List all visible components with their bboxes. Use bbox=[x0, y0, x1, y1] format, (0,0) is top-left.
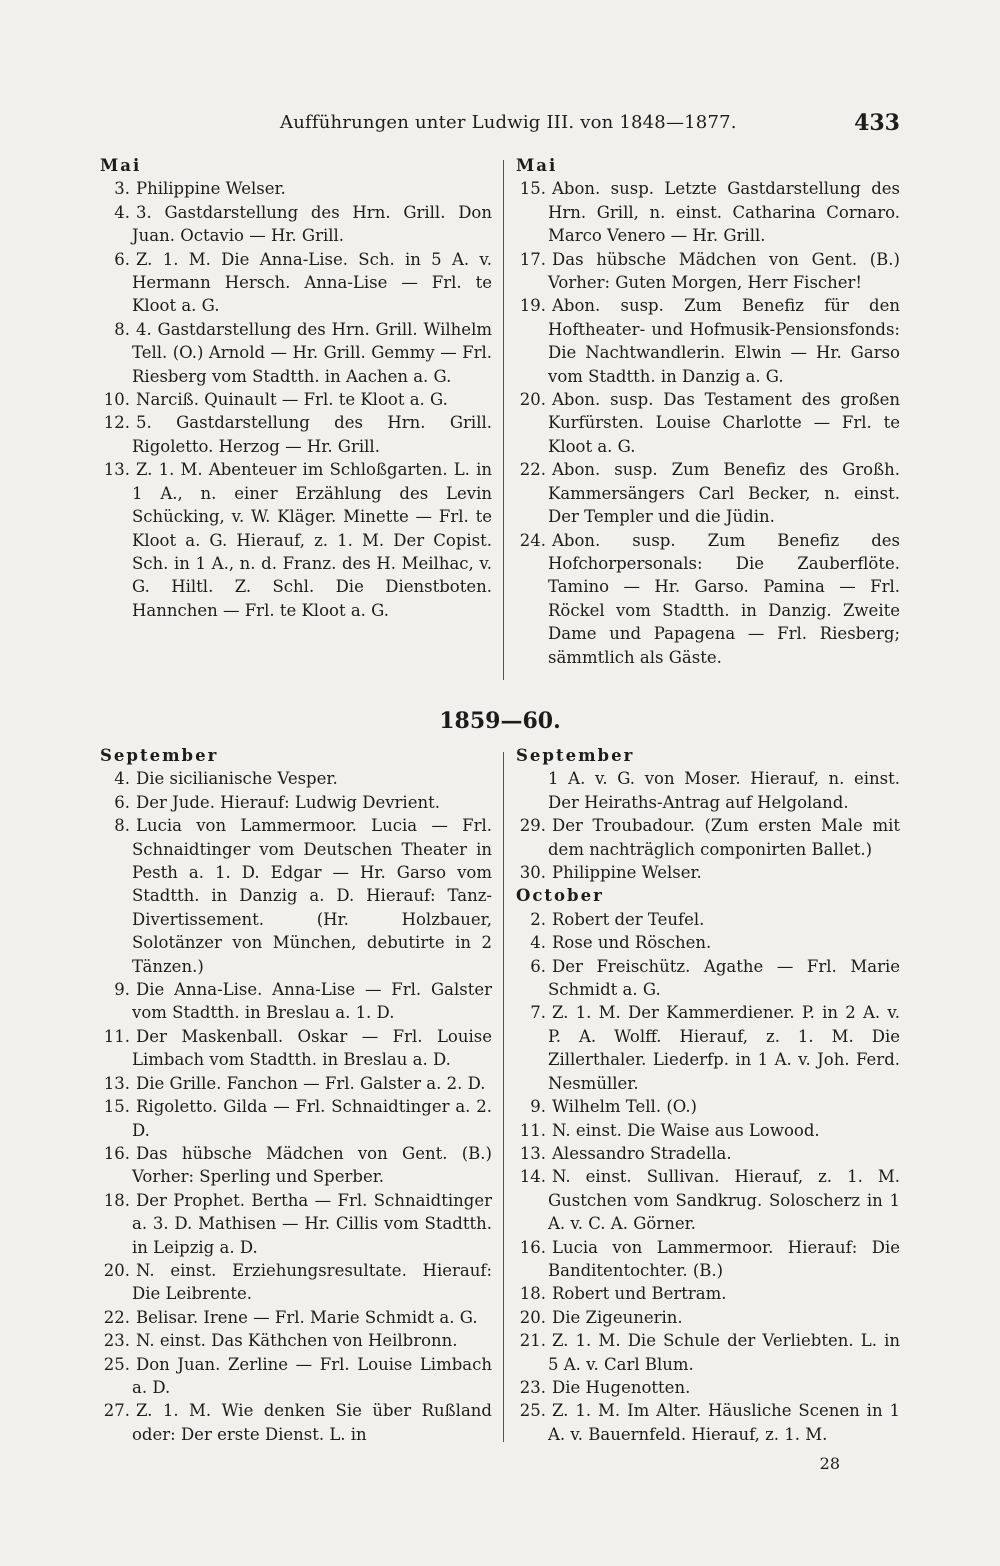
entry-text: Die Anna-Lise. Anna-Lise — Frl. Galster vom Stadtth. in Breslau a. 1. D. bbox=[132, 980, 492, 1023]
entry-day: 27. bbox=[103, 1401, 130, 1421]
entry-text: Die sicilianische Vesper. bbox=[136, 769, 338, 789]
list-item bbox=[100, 1399, 492, 1446]
entry-text: Abon. susp. Zum Benefiz des Großh. Kammersängers Carl Becker, n. einst. Der Templer und die Jüdin. bbox=[548, 460, 900, 527]
entry-text: N. einst. Die Waise aus Lowood. bbox=[552, 1120, 820, 1140]
list-item bbox=[100, 411, 492, 458]
list-item bbox=[100, 1329, 492, 1352]
entry-text: Z. 1. M. Im Alter. Häusliche Scenen in 1 A. v. Bauernfeld. Hierauf, z. 1. M. bbox=[548, 1401, 900, 1444]
entry-text: Z. 1. M. Der Kammerdiener. P. in 2 A. v. P. A. Wolff. Hierauf, z. 1. M. Die Zillerthaler. Liederfp. in 1 A. v. Joh. Ferd. Nesmüller. bbox=[548, 1003, 900, 1093]
entry-day: 9. bbox=[114, 980, 130, 1000]
entry-day: 21. bbox=[519, 1331, 546, 1351]
entry-text: Don Juan. Zerline — Frl. Louise Limbach a. D. bbox=[132, 1354, 492, 1397]
list-item bbox=[516, 1165, 900, 1235]
list-item bbox=[100, 1025, 492, 1072]
column-divider-bottom bbox=[503, 752, 504, 1442]
list-item bbox=[516, 1236, 900, 1283]
entry-day: 7. bbox=[530, 1003, 546, 1023]
list-item bbox=[516, 1399, 900, 1446]
list-item bbox=[100, 1142, 492, 1189]
list-item bbox=[516, 388, 900, 458]
list-item bbox=[516, 1329, 900, 1376]
entry-text: Der Freischütz. Agathe — Frl. Marie Schmidt a. G. bbox=[548, 956, 900, 1000]
entry-text: 4. Gastdarstellung des Hrn. Grill. Wilhelm Tell. (O.) Arnold — Hr. Grill. Gemmy — Frl. Riesberg vom Stadtth. in Aachen a. G. bbox=[132, 319, 492, 386]
list-item bbox=[100, 177, 492, 200]
entry-day: 18. bbox=[103, 1190, 130, 1210]
list-item bbox=[516, 1282, 900, 1305]
list-item bbox=[516, 1306, 900, 1329]
entry-text: Lucia von Lammermoor. Hierauf: Die Banditentochter. (B.) bbox=[548, 1237, 900, 1280]
list-item bbox=[100, 458, 492, 622]
list-item bbox=[100, 1353, 492, 1400]
bottom-right-column bbox=[516, 744, 900, 1446]
entry-day: 25. bbox=[103, 1354, 130, 1374]
entry-day: 19. bbox=[519, 296, 546, 316]
list-item bbox=[516, 814, 900, 861]
entry-day: 12. bbox=[103, 413, 130, 433]
list-item bbox=[516, 1142, 900, 1165]
month-heading: October bbox=[516, 886, 604, 906]
entry-text: Rose und Röschen. bbox=[552, 933, 712, 953]
entry-day: 15. bbox=[519, 179, 546, 199]
entry-text: Abon. susp. Das Testament des großen Kurfürsten. Louise Charlotte — Frl. te Kloot a. G. bbox=[548, 390, 900, 456]
entry-text: Z. 1. M. Die Schule der Verliebten. L. in 5 A. v. Carl Blum. bbox=[548, 1331, 900, 1374]
entry-text: Z. 1. M. Abenteuer im Schloßgarten. L. in 1 A., n. einer Erzählung des Levin Schücking, v. W. Kläger. Minette — Frl. te Kloot a. G. Hierauf, z. 1. M. Der Copist. Sch. in 1 A., n. d. Franz. des H. Meilhac, v. G. Hiltl. Z. Schl. Die Dienstboten. Hannchen — Frl. te Kloot a. G. bbox=[132, 460, 492, 620]
entry-day: 8. bbox=[114, 816, 130, 836]
entry-text: N. einst. Sullivan. Hierauf, z. 1. M. Gustchen vom Sandkrug. Soloscherz in 1 A. v. C. A. Görner. bbox=[548, 1167, 900, 1234]
list-item bbox=[516, 861, 900, 884]
entry-day: 20. bbox=[103, 1260, 130, 1280]
entry-day: 13. bbox=[519, 1143, 546, 1163]
entry-text: Der Prophet. Bertha — Frl. Schnaidtinger a. 3. D. Mathisen — Hr. Cillis vom Stadtth. in Leipzig a. D. bbox=[132, 1190, 492, 1257]
month-heading: Mai bbox=[516, 156, 558, 175]
entry-text: Der Maskenball. Oskar — Frl. Louise Limbach vom Stadtth. in Breslau a. D. bbox=[132, 1026, 492, 1070]
entry-text: Lucia von Lammermoor. Lucia — Frl. Schnaidtinger vom Deutschen Theater in Pesth a. 1. D. Edgar — Hr. Garso vom Stadtth. in Danzig a. D. Hierauf: Tanz-Divertissement. (Hr. Holzbauer, Solotänzer von München, debutirte in 2 Tänzen.) bbox=[132, 816, 492, 976]
entry-day: 16. bbox=[103, 1143, 130, 1163]
entry-text: Alessandro Stradella. bbox=[552, 1143, 732, 1163]
entry-day: 20. bbox=[519, 390, 546, 410]
entry-day: 9. bbox=[530, 1097, 546, 1117]
list-item bbox=[516, 1376, 900, 1399]
entry-day: 18. bbox=[519, 1284, 546, 1304]
entry-day: 13. bbox=[103, 460, 130, 480]
entry-day: 23. bbox=[519, 1377, 546, 1397]
list-item bbox=[100, 1189, 492, 1259]
list-item bbox=[516, 177, 900, 247]
list-item bbox=[516, 931, 900, 954]
entry-day: 6. bbox=[114, 249, 130, 269]
entry-day: 13. bbox=[103, 1073, 130, 1093]
entry-day: 20. bbox=[519, 1307, 546, 1327]
entry-text: Abon. susp. Zum Benefiz für den Hoftheater- und Hofmusik-Pensionsfonds: Die Nachtwandlerin. Elwin — Hr. Garso vom Stadtth. in Danzig a. G. bbox=[548, 296, 900, 386]
entry-day: 23. bbox=[103, 1331, 130, 1351]
entry-day: 4. bbox=[530, 933, 546, 953]
entry-text: Z. 1. M. Die Anna-Lise. Sch. in 5 A. v. Hermann Hersch. Anna-Lise — Frl. te Kloot a. G. bbox=[132, 249, 492, 316]
entry-list bbox=[100, 767, 492, 1446]
entry-text: Das hübsche Mädchen von Gent. (B.) Vorher: Guten Morgen, Herr Fischer! bbox=[548, 249, 900, 293]
entry-day: 11. bbox=[103, 1026, 130, 1046]
entry-text: Philippine Welser. bbox=[136, 179, 286, 199]
list-item bbox=[100, 767, 492, 790]
list-item bbox=[516, 955, 900, 1002]
continuation-text: 1 A. v. G. von Moser. Hierauf, n. einst. Der Heiraths-Antrag auf Helgoland. bbox=[548, 769, 900, 812]
entry-text: Abon. susp. Letzte Gastdarstellung des Hrn. Grill, n. einst. Catharina Cornaro. Marco Venero — Hr. Grill. bbox=[548, 179, 900, 246]
month-heading: Mai bbox=[100, 156, 142, 175]
bottom-left-column bbox=[100, 744, 492, 1446]
entry-day: 14. bbox=[519, 1167, 546, 1187]
entry-text: Robert der Teufel. bbox=[552, 909, 705, 929]
entry-day: 17. bbox=[519, 249, 546, 269]
entry-day: 24. bbox=[519, 530, 546, 550]
entry-text: Z. 1. M. Wie denken Sie über Rußland oder: Der erste Dienst. L. in bbox=[132, 1401, 492, 1444]
running-title: Aufführungen unter Ludwig III. von 1848—1877. bbox=[280, 112, 737, 133]
entry-text: N. einst. Erziehungsresultate. Hierauf: Die Leibrente. bbox=[132, 1260, 492, 1304]
top-right-column bbox=[516, 154, 900, 669]
list-item bbox=[516, 458, 900, 528]
entry-day: 22. bbox=[519, 460, 546, 480]
entry-day: 8. bbox=[114, 319, 130, 339]
entry-text: Das hübsche Mädchen von Gent. (B.) Vorher: Sperling und Sperber. bbox=[132, 1143, 492, 1187]
entry-list bbox=[516, 177, 900, 669]
list-item bbox=[100, 814, 492, 978]
entry-list bbox=[516, 908, 900, 1446]
list-item bbox=[516, 248, 900, 295]
entry-day: 6. bbox=[114, 792, 130, 812]
list-item bbox=[516, 1001, 900, 1095]
entry-day: 16. bbox=[519, 1237, 546, 1257]
entry-day: 25. bbox=[519, 1401, 546, 1421]
entry-text: Die Hugenotten. bbox=[552, 1377, 691, 1397]
list-item bbox=[516, 908, 900, 931]
entry-day: 4. bbox=[114, 769, 130, 789]
list-item bbox=[100, 201, 492, 248]
entry-text: 5. Gastdarstellung des Hrn. Grill. Rigoletto. Herzog — Hr. Grill. bbox=[132, 413, 492, 456]
entry-day: 22. bbox=[103, 1307, 130, 1327]
entry-day: 3. bbox=[114, 179, 130, 199]
entry-text: Philippine Welser. bbox=[552, 863, 702, 883]
entry-list bbox=[516, 814, 900, 884]
entry-text: Narciß. Quinault — Frl. te Kloot a. G. bbox=[136, 390, 448, 410]
top-left-column bbox=[100, 154, 492, 622]
entry-text: 3. Gastdarstellung des Hrn. Grill. Don Juan. Octavio — Hr. Grill. bbox=[132, 202, 492, 246]
entry-day: 30. bbox=[519, 863, 546, 883]
list-item bbox=[516, 529, 900, 669]
entry-day: 15. bbox=[103, 1097, 130, 1117]
list-item bbox=[100, 978, 492, 1025]
entry-text: Der Jude. Hierauf: Ludwig Devrient. bbox=[136, 792, 440, 812]
list-item bbox=[100, 318, 492, 388]
entry-day: 10. bbox=[103, 390, 130, 410]
list-item bbox=[100, 1072, 492, 1095]
signature-mark: 28 bbox=[819, 1454, 840, 1473]
list-item bbox=[100, 1306, 492, 1329]
entry-text: Die Zigeunerin. bbox=[552, 1307, 683, 1327]
list-item bbox=[516, 1119, 900, 1142]
list-item bbox=[100, 1259, 492, 1306]
list-item bbox=[100, 388, 492, 411]
entry-text: Der Troubadour. (Zum ersten Male mit dem nachträglich componirten Ballet.) bbox=[548, 816, 900, 859]
entry-day: 29. bbox=[519, 816, 546, 836]
entry-day: 11. bbox=[519, 1120, 546, 1140]
list-item bbox=[516, 294, 900, 388]
entry-day: 6. bbox=[530, 956, 546, 976]
entry-text: Rigoletto. Gilda — Frl. Schnaidtinger a. 2. D. bbox=[132, 1097, 492, 1140]
month-heading: September bbox=[516, 746, 635, 765]
column-divider-top bbox=[503, 160, 504, 680]
entry-day: 2. bbox=[530, 909, 546, 929]
entry-text: Die Grille. Fanchon — Frl. Galster a. 2. D. bbox=[136, 1073, 486, 1093]
page-number: 433 bbox=[854, 110, 900, 136]
entry-text: N. einst. Das Käthchen von Heilbronn. bbox=[136, 1331, 458, 1351]
month-heading: September bbox=[100, 746, 219, 765]
list-item bbox=[100, 1095, 492, 1142]
list-item bbox=[100, 791, 492, 814]
list-item bbox=[516, 1095, 900, 1118]
entry-day: 4. bbox=[114, 202, 130, 222]
entry-text: Abon. susp. Zum Benefiz des Hofchorpersonals: Die Zauberflöte. Tamino — Hr. Garso. Pamina — Frl. Röckel vom Stadtth. in Danzig. Zweite Dame und Papagena — Frl. Riesberg; sämmtlich als Gäste. bbox=[548, 530, 900, 667]
entry-list bbox=[100, 177, 492, 622]
entry-text: Wilhelm Tell. (O.) bbox=[552, 1097, 697, 1117]
season-heading: 1859—60. bbox=[439, 708, 561, 734]
list-item bbox=[100, 248, 492, 318]
entry-text: Robert und Bertram. bbox=[552, 1284, 727, 1304]
entry-text: Belisar. Irene — Frl. Marie Schmidt a. G. bbox=[136, 1307, 478, 1327]
